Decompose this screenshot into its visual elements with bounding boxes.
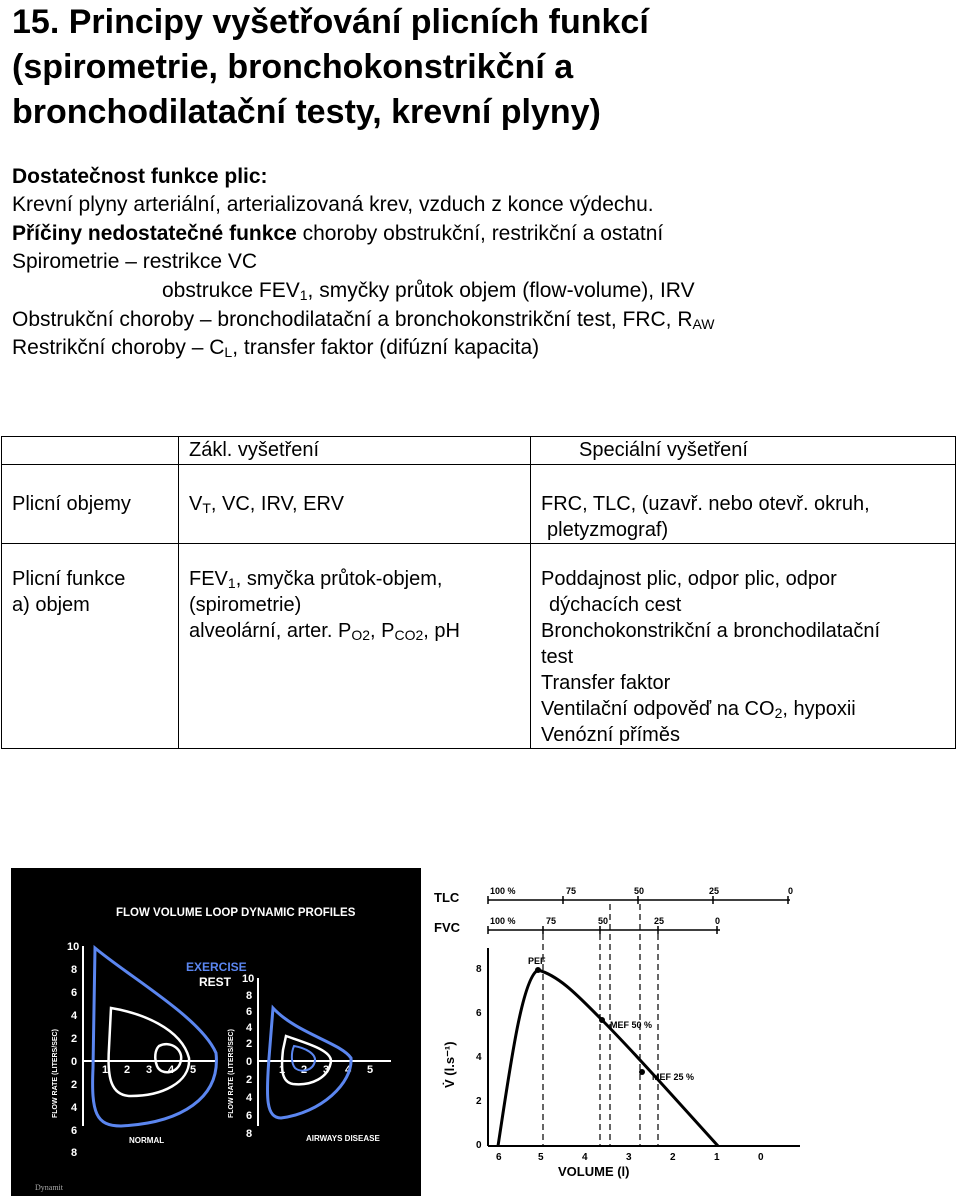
fev-b: , smyčka průtok-objem, <box>235 568 443 590</box>
text-causes <box>12 220 663 248</box>
tick-label: 6 <box>246 1006 253 1018</box>
row-label-function <box>2 544 179 749</box>
gas-a: alveolární, arter. P <box>189 620 352 642</box>
gas-sub1: O2 <box>351 627 370 643</box>
tick-label: 100 % <box>490 916 516 926</box>
text-restrictive-diseases <box>12 334 539 362</box>
restrictive-b: , transfer faktor (difúzní kapacita) <box>232 336 540 359</box>
function-special-5: Transfer faktor <box>541 672 671 694</box>
fev-sub: 1 <box>227 575 236 591</box>
mef-xlabel: VOLUME (l) <box>558 1164 630 1179</box>
tick-label: 75 <box>566 886 577 896</box>
tick-label: 50 <box>634 886 645 896</box>
function-label-1: Plicní funkce <box>12 568 126 590</box>
mef25-label: MEF 25 % <box>652 1072 695 1082</box>
title-line-3: bronchodilatační testy, krevní plyny) <box>12 93 601 131</box>
fvc-label: FVC <box>434 920 460 935</box>
right-ylabel: FLOW RATE (LITERS/SEC) <box>228 1029 235 1118</box>
tick-label: 8 <box>71 1147 78 1159</box>
tick-label: 8 <box>476 964 482 975</box>
function-special-7: Venózní příměs <box>541 724 680 746</box>
tick-label: 3 <box>323 1064 330 1076</box>
tick-label: 0 <box>476 1140 482 1151</box>
tick-label: 100 % <box>490 886 516 896</box>
tick-label: 2 <box>71 1033 78 1045</box>
vt-a: V <box>189 493 203 515</box>
vt-sub: T <box>202 500 211 516</box>
text-blood-gases: Krevní plyny arteriální, arterializovaná krev, vzduch z konce výdechu. <box>12 193 654 216</box>
tick-label: 4 <box>71 1102 78 1114</box>
tick-label: 2 <box>246 1038 253 1050</box>
tick-label: 1 <box>102 1064 109 1076</box>
vent-b: , hypoxii <box>782 698 856 720</box>
gas-sub2: CO2 <box>394 627 424 643</box>
tick-label: 5 <box>367 1064 374 1076</box>
examination-table <box>1 436 956 749</box>
text-obstructive-diseases <box>12 306 715 334</box>
tick-label: 3 <box>146 1064 153 1076</box>
tick-label: 0 <box>246 1056 253 1068</box>
mef50-label: MEF 50 % <box>610 1020 653 1030</box>
tick-label: 50 <box>598 916 609 926</box>
tick-label: 2 <box>301 1064 308 1076</box>
fev-a: FEV <box>189 568 228 590</box>
tick-label: 5 <box>538 1152 544 1163</box>
section-heading: Dostatečnost funkce plic: <box>12 165 268 188</box>
tick-label: 4 <box>582 1152 588 1163</box>
tick-label: 2 <box>71 1079 78 1091</box>
tick-label: 4 <box>71 1010 78 1022</box>
title-line-2: (spirometrie, bronchokonstrikční a <box>12 48 574 86</box>
function-special-4: test <box>541 646 574 668</box>
tick-label: 6 <box>71 1125 78 1137</box>
tick-label: 10 <box>242 973 255 985</box>
tick-label: 75 <box>546 916 557 926</box>
pef-label: PEF <box>528 956 546 966</box>
mef-ylabel: V̇ (l.s⁻¹) <box>442 1041 457 1088</box>
tick-label: 4 <box>246 1022 253 1034</box>
label-normal: NORMAL <box>129 1136 165 1145</box>
tick-label: 6 <box>496 1152 502 1163</box>
tlc-label: TLC <box>434 890 460 905</box>
label-airways: AIRWAYS DISEASE <box>306 1134 380 1143</box>
legend-rest: REST <box>199 975 232 989</box>
header-basic: Zákl. vyšetření <box>179 437 531 465</box>
causes-bold: Příčiny nedostatečné funkce <box>12 222 297 245</box>
cell-function-basic <box>179 544 531 749</box>
pef-point <box>535 967 541 973</box>
tick-label: 25 <box>709 886 720 896</box>
volumes-special-1: FRC, TLC, (uzavř. nebo otevř. okruh, <box>541 493 870 515</box>
table-header-row <box>2 437 956 465</box>
tick-label: 6 <box>71 987 78 999</box>
tick-label: 4 <box>168 1064 175 1076</box>
mef50-point <box>599 1017 605 1023</box>
vent-a: Ventilační odpověď na CO <box>541 698 775 720</box>
function-special-6 <box>541 696 945 722</box>
volumes-special-2: pletyzmograf) <box>547 519 669 541</box>
cell-function-special <box>531 544 956 749</box>
tick-label: 2 <box>124 1064 131 1076</box>
restrictive-a: Restrikční choroby – C <box>12 336 225 359</box>
header-special: Speciální vyšetření <box>531 437 956 465</box>
mef25-point <box>639 1069 645 1075</box>
obstruction-a: obstrukce FEV <box>162 279 300 302</box>
tick-label: 0 <box>715 916 721 926</box>
function-special-3: Bronchokonstrikční a bronchodilatační <box>541 620 881 642</box>
tick-label: 3 <box>626 1152 632 1163</box>
tick-label: 0 <box>758 1152 764 1163</box>
obstruction-b: , smyčky průtok objem (flow-volume), IRV <box>307 279 695 302</box>
legend-exercise: EXERCISE <box>186 960 247 974</box>
tick-label: 1 <box>279 1064 286 1076</box>
gas-c: , pH <box>423 620 460 642</box>
obstructive-a: Obstrukční choroby – bronchodilatační a bronchokonstrikční test, FRC, R <box>12 308 693 331</box>
function-basic-1 <box>189 566 520 592</box>
mef-curve-figure <box>430 868 960 1196</box>
flow-volume-loops-figure <box>11 868 421 1196</box>
header-empty-cell <box>2 437 179 465</box>
tick-label: 25 <box>654 916 665 926</box>
tick-label: 1 <box>714 1152 720 1163</box>
left-ylabel: FLOW RATE (LITERS/SEC) <box>52 1029 59 1118</box>
tick-label: 2 <box>670 1152 676 1163</box>
corner-text: Dynamit <box>35 1183 63 1192</box>
tick-label: 4 <box>476 1052 482 1063</box>
tick-label: 2 <box>476 1096 482 1107</box>
causes-rest: choroby obstrukční, restrikční a ostatní <box>296 222 664 245</box>
tick-label: 6 <box>476 1008 482 1019</box>
function-basic-3 <box>189 618 520 644</box>
tick-label: 8 <box>246 990 253 1002</box>
vent-sub: 2 <box>774 705 783 721</box>
tick-label: 2 <box>246 1074 253 1086</box>
function-basic-2: (spirometrie) <box>189 594 302 616</box>
function-special-2: dýchacích cest <box>549 594 682 616</box>
tick-label: 8 <box>246 1128 253 1140</box>
table-row <box>2 465 956 544</box>
tick-label: 4 <box>345 1064 352 1076</box>
page-title <box>12 0 952 135</box>
obstructive-sub: AW <box>692 316 715 332</box>
tick-label: 5 <box>190 1064 197 1076</box>
cell-volumes-basic <box>179 465 531 544</box>
text-obstruction <box>162 277 695 305</box>
table-row <box>2 544 956 749</box>
gas-b: , P <box>370 620 395 642</box>
obstruction-sub: 1 <box>299 287 308 303</box>
function-special-1: Poddajnost plic, odpor plic, odpor <box>541 568 837 590</box>
text-spirometry: Spirometrie – restrikce VC <box>12 250 258 273</box>
cell-volumes-special <box>531 465 956 544</box>
tick-label: 8 <box>71 964 78 976</box>
tick-label: 0 <box>71 1056 78 1068</box>
row-label-volumes: Plicní objemy <box>2 465 179 544</box>
title-line-1: 15. Principy vyšetřování plicních funkcí <box>12 3 649 41</box>
tick-label: 6 <box>246 1110 253 1122</box>
function-label-2: a) objem <box>12 594 90 616</box>
restrictive-sub: L <box>224 344 233 360</box>
tick-label: 0 <box>788 886 794 896</box>
vt-b: , VC, IRV, ERV <box>210 493 344 515</box>
loops-title: FLOW VOLUME LOOP DYNAMIC PROFILES <box>116 907 356 919</box>
tick-label: 4 <box>246 1092 253 1104</box>
tick-label: 10 <box>67 941 80 953</box>
